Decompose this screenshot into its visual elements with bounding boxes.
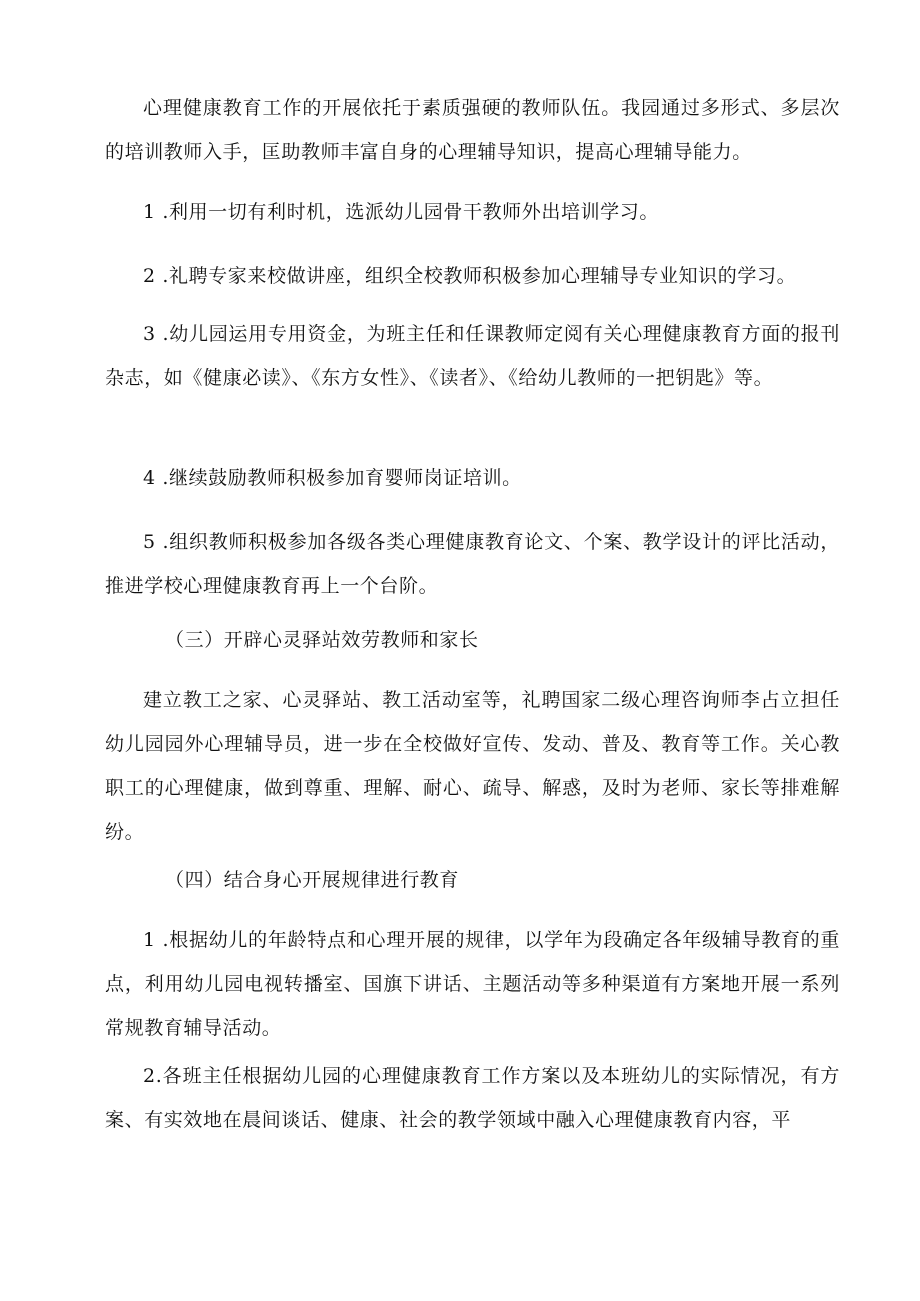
list-item-5: 5 .组织教师积极参加各级各类心理健康教育论文、个案、教学设计的评比活动，推进学校心理健康教育再上一个台阶。: [105, 531, 840, 597]
section-4-item-2: 2.各班主任根据幼儿园的心理健康教育工作方案以及本班幼儿的实际情况，有方案、有实效地在晨间谈话、健康、社会的教学领域中融入心理健康教育内容，平: [105, 1065, 840, 1131]
list-item-4: 4 .继续鼓励教师积极参加育婴师岗证培训。: [143, 467, 522, 489]
section-4-item-1: 1 .根据幼儿的年龄特点和心理开展的规律，以学年为段确定各年级辅导教育的重点，利用幼儿园电视转播室、国旗下讲话、主题活动等多种渠道有方案地开展一系列常规教育辅导活动。: [105, 929, 840, 1039]
list-item-3: 3 .幼儿园运用专用资金，为班主任和任课教师定阅有关心理健康教育方面的报刊杂志，如《健康必读》、《东方女性》、《读者》、《给幼儿教师的一把钥匙》等。: [105, 323, 840, 389]
section-heading-4: （四）结合身心开展规律进行教育: [165, 869, 460, 891]
list-item-2: 2 .礼聘专家来校做讲座，组织全校教师积极参加心理辅导专业知识的学习。: [143, 265, 797, 287]
intro-paragraph: 心理健康教育工作的开展依托于素质强硬的教师队伍。我园通过多形式、多层次的培训教师入手，匡助教师丰富自身的心理辅导知识，提高心理辅导能力。: [105, 97, 840, 163]
section-heading-3: （三）开辟心灵驿站效劳教师和家长: [165, 629, 479, 651]
section-3-paragraph: 建立教工之家、心灵驿站、教工活动室等，礼聘国家二级心理咨询师李占立担任幼儿园园外心理辅导员，进一步在全校做好宣传、发动、普及、教育等工作。关心教职工的心理健康，做到尊重、理解、耐心、疏导、解惑，及时为老师、家长等排难解纷。: [105, 689, 840, 843]
list-item-1: 1 .利用一切有利时机，选派幼儿园骨干教师外出培训学习。: [143, 201, 659, 223]
